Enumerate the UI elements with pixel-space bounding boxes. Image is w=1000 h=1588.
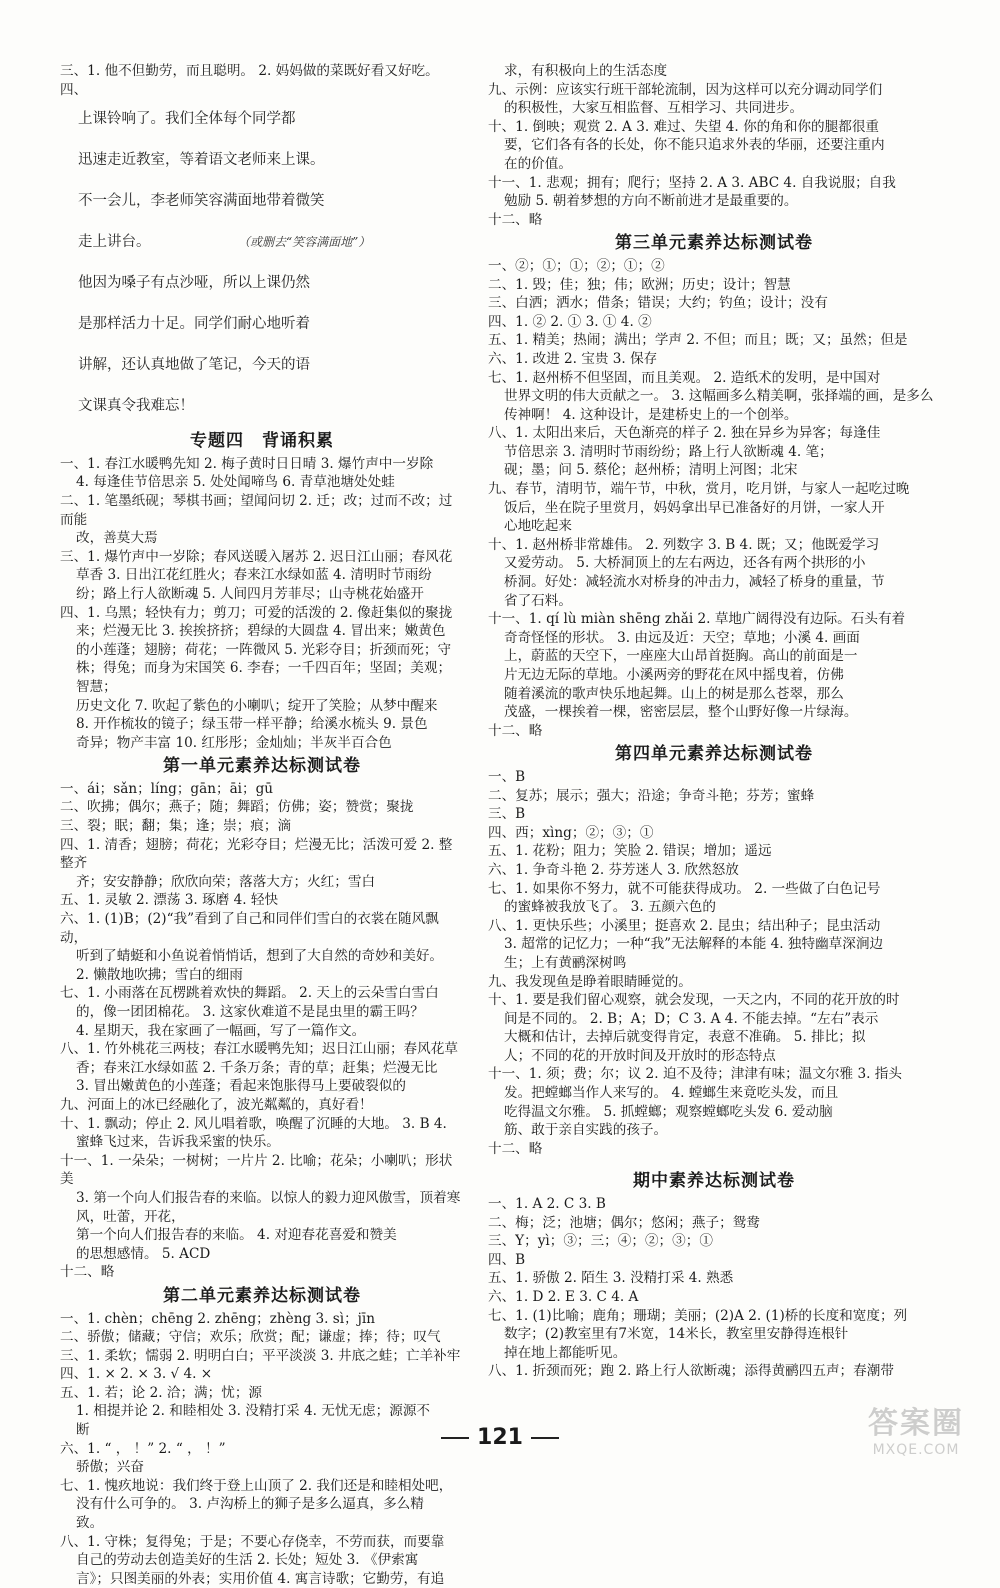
answer-line: 节倍思亲 3. 清明时节雨纷纷；路上行人欲断魂 4. 笔； xyxy=(488,443,940,462)
answer-line: 数字；(2)教室里有7米宽，14米长，教室里安静得连根针 xyxy=(488,1325,940,1344)
answer-line: 不一会儿，李老师笑容满面地带着微笑 xyxy=(78,181,464,222)
answer-line: 五、1. 若；论 2. 洽；满；忧；源 xyxy=(60,1384,464,1403)
answer-line: 二、1. 毁；佳；独；伟；欧洲；历史；设计；智慧 xyxy=(488,276,940,295)
answer-line: 他因为嗓子有点沙哑，所以上课仍然 xyxy=(78,263,464,304)
answer-line: 历史文化 7. 吹起了紫色的小喇叭；绽开了笑脸；从梦中醒来 xyxy=(60,697,464,716)
answer-line: 七、1. 愧疚地说：我们终于登上山顶了 2. 我们还是和睦相处吧， xyxy=(60,1477,464,1496)
answer-line: 的思想感情。 5. ACD xyxy=(60,1245,464,1264)
answer-line: 掉在地上都能听见。 xyxy=(488,1344,940,1363)
heading-topic-four: 专题四 背诵积累 xyxy=(60,432,464,451)
answer-line: 二、吹拂；偶尔；燕子；随；舞蹈；仿佛；姿；赞赏；聚拢 xyxy=(60,798,464,817)
answer-line: 的蜜蜂被我放飞了。 3. 五颜六色的 xyxy=(488,898,940,917)
answer-line: 的小莲蓬；翅膀；荷花；一阵微风 5. 光彩夺目；折颈而死；守 xyxy=(60,641,464,660)
answer-line: 又爱劳动。 5. 大桥洞顶上的左右两边，还各有两个拱形的小 xyxy=(488,554,940,573)
answer-line: 十二、略 xyxy=(60,1263,464,1282)
answer-line: 在的价值。 xyxy=(488,155,940,174)
answer-line: 奇异；物产丰富 10. 红彤彤；金灿灿；半灰半百合色 xyxy=(60,734,464,753)
handwritten-composition xyxy=(60,99,464,427)
answer-line: 七、1. 小雨落在瓦楞跳着欢快的舞蹈。 2. 天上的云朵雪白雪白 xyxy=(60,984,464,1003)
answer-line: 四、1. ② 2. ① 3. ① 4. ② xyxy=(488,313,940,332)
answers-topic-four xyxy=(60,455,464,753)
answer-line: 文课真令我难忘！ xyxy=(78,386,464,427)
answer-line: 三、白洒；洒水；借条；错误；大约；钓鱼；设计；没有 xyxy=(488,294,940,313)
answer-line: 三、1. 爆竹声中一岁除；春风送暖入屠苏 2. 迟日江山丽；春风花 xyxy=(60,548,464,567)
answer-line: 8. 开作梳妆的镜子；绿玉带一样平静；给溪水梳头 9. 景色 xyxy=(60,715,464,734)
answer-line: 3. 第一个向人们报告春的来临。以惊人的毅力迎风傲雪，顶着寒风，吐蕾，开花， xyxy=(60,1189,464,1226)
answer-line: 株；得兔；而身为宋国笑 6. 李春；一千四百年；坚固；美观；智慧； xyxy=(60,659,464,696)
page-number-dash-right xyxy=(531,1437,559,1439)
answer-line: 上课铃响了。我们全体每个同学都 xyxy=(78,99,464,140)
answer-line: 七、1. 如果你不努力，就不可能获得成功。 2. 一些做了白色记号 xyxy=(488,880,940,899)
answer-line: 十、1. 飘动；停止 2. 风儿唱着歌，唤醒了沉睡的大地。 3. B 4. xyxy=(60,1115,464,1134)
answer-line: 五、1. 灵敏 2. 漂荡 3. 琢磨 4. 轻快 xyxy=(60,891,464,910)
answer-line: 八、1. 更快乐些；小溪里；挺喜欢 2. 昆虫；结出种子；昆虫活动 xyxy=(488,917,940,936)
answer-line: 三、1. 柔软；懦弱 2. 明明白白；平平淡淡 3. 井底之蛙；亡羊补牢 xyxy=(60,1347,464,1366)
answer-line: 四、 xyxy=(60,81,464,100)
answer-line: 六、1. D 2. E 3. C 4. A xyxy=(488,1288,940,1307)
answer-line: 的积极性，大家互相监督、互相学习、共同进步。 xyxy=(488,99,940,118)
answer-line: 勉励 5. 朝着梦想的方向不断前进才是最重要的。 xyxy=(488,192,940,211)
heading-unit-four-test: 第四单元素养达标测试卷 xyxy=(488,745,940,764)
answer-line: 三、B xyxy=(488,805,940,824)
answer-line: 九、示例：应该实行班干部轮流制，因为这样可以充分调动同学们 xyxy=(488,81,940,100)
answer-line: 五、1. 花粉；阻力；笑脸 2. 错误；增加；遥远 xyxy=(488,842,940,861)
answer-line: 讲解，还认真地做了笔记，今天的语 xyxy=(78,345,464,386)
answer-line: 五、1. 精美；热闹；满出；学声 2. 不但；而且；既；又；虽然；但是 xyxy=(488,331,940,350)
answers-unit-one xyxy=(60,780,464,1282)
answer-line: 十一、1. qí lù miàn shēng zhǎi 2. 草地广阔得没有边际。石头有着 xyxy=(488,610,940,629)
heading-unit-one-test: 第一单元素养达标测试卷 xyxy=(60,757,464,776)
answer-line: 十一、1. 悲观；拥有；爬行；坚持 2. A 3. ABC 4. 自我说服；自我 xyxy=(488,174,940,193)
answer-line: 饭后，坐在院子里赏月，妈妈拿出早已准备好的月饼，一家人开 xyxy=(488,499,940,518)
answer-line: 十、1. 赵州桥非常雄伟。 2. 列数字 3. B 4. 既；又；他既爱学习 xyxy=(488,536,940,555)
answer-line: 二、1. 笔墨纸砚；琴棋书画；望闻问切 2. 迁；改；过而不改；过而能 xyxy=(60,492,464,529)
page-number: 121 xyxy=(0,1425,1000,1450)
answers-midterm xyxy=(488,1195,940,1381)
answer-line: 五、1. 骄傲 2. 陌生 3. 没精打采 4. 熟悉 xyxy=(488,1269,940,1288)
answer-line: 九、我发现鱼是睁着眼睛睡觉的。 xyxy=(488,973,940,992)
answer-line: 十、1. 要是我们留心观察，就会发现，一天之内，不同的花开放的时 xyxy=(488,991,940,1010)
page-number-dash-left xyxy=(441,1437,469,1439)
answer-line: 八、1. 守株；复得兔；于是；不要心存侥幸，不劳而获，而要靠 xyxy=(60,1533,464,1552)
answer-line: 八、1. 太阳出来后，天色渐亮的样子 2. 独在异乡为异客；每逢佳 xyxy=(488,424,940,443)
answer-line: 一、ái；sǎn；líng；gān；āi；gū xyxy=(60,780,464,799)
answer-line: 十二、略 xyxy=(488,1140,940,1159)
answer-line: 八、1. 折颈而死；跑 2. 路上行人欲断魂；添得黄鹂四五声；春潮带 xyxy=(488,1362,940,1381)
answer-line: 生；上有黄鹂深树鸣 xyxy=(488,954,940,973)
answer-line: 迅速走近教室，等着语文老师来上课。 xyxy=(78,140,464,181)
answer-line: 要，它们各有各的长处，你不能只追求外表的华丽，还要注重内 xyxy=(488,136,940,155)
answer-line: 四、西；xìng；②；③；① xyxy=(488,824,940,843)
answer-line: 上，蔚蓝的天空下，一座座大山昂首挺胸。高山的前面是一 xyxy=(488,647,940,666)
right-column xyxy=(488,62,940,1381)
answer-line: 人；不同的花的开放时间及开放时的形态特点 xyxy=(488,1047,940,1066)
answer-line: 桥洞。好处：减轻流水对桥身的冲击力，减轻了桥身的重量，节 xyxy=(488,573,940,592)
answer-line: 来；烂漫无比 3. 挨挨挤挤；碧绿的大圆盘 4. 冒出来；嫩黄色 xyxy=(60,622,464,641)
answer-line: 世界文明的伟大贡献之一。 3. 这幅画多么精美啊，张择端的画，是多么 xyxy=(488,387,940,406)
answer-line: 十一、1. 一朵朵；一树树；一片片 2. 比喻；花朵；小喇叭；形状美 xyxy=(60,1152,464,1189)
answer-line: 间是不同的。 2. B；A；D；C 3. A 4. 不能去掉。“左右”表示 xyxy=(488,1010,940,1029)
answer-line: 草香 3. 日出江花红胜火；春来江水绿如蓝 4. 清明时节雨纷 xyxy=(60,566,464,585)
answers-section-top xyxy=(60,62,464,99)
answer-line: 1. 相提并论 2. 和睦相处 3. 没精打采 4. 无忧无虑；源源不 xyxy=(60,1402,464,1421)
answer-line: 筋、敢于亲自实践的孩子。 xyxy=(488,1121,940,1140)
answer-line: 九、春节，清明节，端午节，中秋，赏月，吃月饼，与家人一起吃过晚 xyxy=(488,480,940,499)
answer-line: 六、1. 争奇斗艳 2. 芬芳迷人 3. 欣然怒放 xyxy=(488,861,940,880)
answer-line: 2. 懒散地吹拂；雪白的细雨 xyxy=(60,966,464,985)
answer-line: 七、1. (1)比喻；鹿角；珊瑚；美丽；(2)A 2. (1)桥的长度和宽度；列 xyxy=(488,1307,940,1326)
answer-line: 三、1. 他不但勤劳，而且聪明。 2. 妈妈做的菜既好看又好吃。 xyxy=(60,62,464,81)
answers-unit-four xyxy=(488,768,940,1158)
answer-line: 六、1. “ ， ！” 2. “ ， ！” xyxy=(60,1440,464,1459)
answer-line: 四、1. × 2. × 3. √ 4. × xyxy=(60,1365,464,1384)
answer-line: 3. 超常的记忆力；一种“我”无法解释的本能 4. 独特幽草深涧边 xyxy=(488,935,940,954)
answer-line: 断 xyxy=(60,1421,464,1440)
answer-line: 一、1. 春江水暖鸭先知 2. 梅子黄时日日晴 3. 爆竹声中一岁除 xyxy=(60,455,464,474)
answer-line: 发。把螳螂当作人来写的。 4. 螳螂生来竟吃头发，而且 xyxy=(488,1084,940,1103)
answer-line: 六、1. 改进 2. 宝贵 3. 保存 xyxy=(488,350,940,369)
answer-line: 一、1. chèn；chēng 2. zhēng；zhèng 3. sì；jīn xyxy=(60,1310,464,1329)
answer-line: 十一、1. 须；费；尔；议 2. 迫不及待；津津有味；温文尔雅 3. 指头 xyxy=(488,1065,940,1084)
heading-midterm-test: 期中素养达标测试卷 xyxy=(488,1172,940,1191)
answer-line: 4. 星期天，我在家画了一幅画，写了一篇作文。 xyxy=(60,1022,464,1041)
answer-line: 四、1. 乌黑；轻快有力；剪刀；可爱的活泼的 2. 像赶集似的聚拢 xyxy=(60,604,464,623)
answer-line: 3. 冒出嫩黄色的小莲蓬；看起来饱胀得马上要破裂似的 xyxy=(60,1077,464,1096)
answer-line: 大概和估计，去掉后就变得肯定，表意不准确。 5. 排比；拟 xyxy=(488,1028,940,1047)
answer-line: 骄傲；兴奋 xyxy=(60,1458,464,1477)
answer-line: 九、河面上的冰已经融化了，波光粼粼的，真好看！ xyxy=(60,1096,464,1115)
answer-line: 一、1. A 2. C 3. B xyxy=(488,1195,940,1214)
answer-line: 奇奇怪怪的形状。 3. 由远及近：天空；草地；小溪 4. 画面 xyxy=(488,629,940,648)
answer-line: 第一个向人们报告春的来临。 4. 对迎春花喜爱和赞美 xyxy=(60,1226,464,1245)
answer-line: 传神啊！ 4. 这种设计，是建桥史上的一个创举。 xyxy=(488,406,940,425)
answer-line: 自己的劳动去创造美好的生活 2. 长处；短处 3. 《伊索寓 xyxy=(60,1551,464,1570)
answer-line: 砚；墨；问 5. 蔡伦；赵州桥；清明上河图；北宋 xyxy=(488,461,940,480)
answer-line: 改，善莫大焉 xyxy=(60,529,464,548)
answer-line: 三、裂；眠；翻；集；逢；崇；痕；滴 xyxy=(60,817,464,836)
answer-line: 香；春来江水绿如蓝 2. 千条万条；青的草；赶集；烂漫无比 xyxy=(60,1059,464,1078)
answer-line: 四、1. 清香；翅膀；荷花；光彩夺目；烂漫无比；活泼可爱 2. 整整齐 xyxy=(60,836,464,873)
answer-line: 一、B xyxy=(488,768,940,787)
answers-unit-two-continued xyxy=(488,62,940,229)
answer-line: 省了石料。 xyxy=(488,592,940,611)
answer-line: 二、骄傲；储藏；守信；欢乐；欣赏；配；谦虚；捧；待；叹气 xyxy=(60,1328,464,1347)
answer-line: 蜜蜂飞过来，告诉我采蜜的快乐。 xyxy=(60,1133,464,1152)
answer-line: 心地吃起来 xyxy=(488,517,940,536)
answer-line: 齐；安安静静；欣欣向荣；落落大方；火红；雪白 xyxy=(60,873,464,892)
answer-line: （或删去“笑容满面地”） xyxy=(78,222,464,263)
heading-unit-three-test: 第三单元素养达标测试卷 xyxy=(488,234,940,253)
answer-line: 七、1. 赵州桥不但坚固，而且美观。 2. 造纸术的发明，是中国对 xyxy=(488,369,940,388)
answer-line: 四、B xyxy=(488,1251,940,1270)
answer-line: 二、梅；泛；池塘；偶尔；悠闲；燕子；鸳鸯 xyxy=(488,1214,940,1233)
answer-line: 的，像一团团棉花。 3. 这家伙难道不是昆虫里的霸王吗？ xyxy=(60,1003,464,1022)
answer-line: 随着溪流的歌声快乐地起舞。山上的树是那么苍翠，那么 xyxy=(488,685,940,704)
answer-line: 三、Y；yì；③；三；④；②；③；① xyxy=(488,1232,940,1251)
answer-line: 十二、略 xyxy=(488,211,940,230)
answers-unit-three xyxy=(488,257,940,740)
answer-line: 求，有积极向上的生活态度 xyxy=(488,62,940,81)
answer-line: 八、1. 竹外桃花三两枝；春江水暖鸭先知；迟日江山丽；春风花草 xyxy=(60,1040,464,1059)
answer-line: 一、②；①；①；②；①；② xyxy=(488,257,940,276)
answer-line: 是那样活力十足。同学们耐心地听着 xyxy=(78,304,464,345)
answer-line: 十、1. 倒映；观赏 2. A 3. 难过、失望 4. 你的角和你的腿都很重 xyxy=(488,118,940,137)
answer-line: 二、复苏；展示；强大；沿途；争奇斗艳；芬芳；蜜蜂 xyxy=(488,787,940,806)
answer-line: 走上讲台。 xyxy=(78,222,464,263)
answer-line: 六、1. (1)B；(2)“我”看到了自己和同伴们雪白的衣裳在随风飘动， xyxy=(60,910,464,947)
answer-line: 致。 xyxy=(60,1514,464,1533)
answer-line: 片无边无际的草地。小溪两旁的野花在风中摇曳着，仿佛 xyxy=(488,666,940,685)
answer-line: 言》；只图美丽的外表；实用价值 4. 寓言诗歌；它勤劳，有追 xyxy=(60,1570,464,1588)
heading-unit-two-test: 第二单元素养达标测试卷 xyxy=(60,1287,464,1306)
answer-line: 听到了蜻蜓和小鱼说着悄悄话，想到了大自然的奇妙和美好。 xyxy=(60,947,464,966)
answer-line: 吃得温文尔雅。 5. 抓螳螂；观察螳螂吃头发 6. 爱动脑 xyxy=(488,1103,940,1122)
answer-line: 茂盛，一棵挨着一棵，密密层层，整个山野好像一片绿海。 xyxy=(488,703,940,722)
left-column xyxy=(60,62,464,1588)
answer-line: 没有什么可争的。 3. 卢沟桥上的狮子是多么逼真，多么精 xyxy=(60,1495,464,1514)
watermark-logo: 答案圈 MXQE.COM xyxy=(846,1398,986,1464)
answer-line: 4. 每逢佳节倍思亲 5. 处处闻啼鸟 6. 青草池塘处处蛙 xyxy=(60,473,464,492)
answer-line: 纷；路上行人欲断魂 5. 人间四月芳菲尽；山寺桃花始盛开 xyxy=(60,585,464,604)
answer-line: 十二、略 xyxy=(488,722,940,741)
